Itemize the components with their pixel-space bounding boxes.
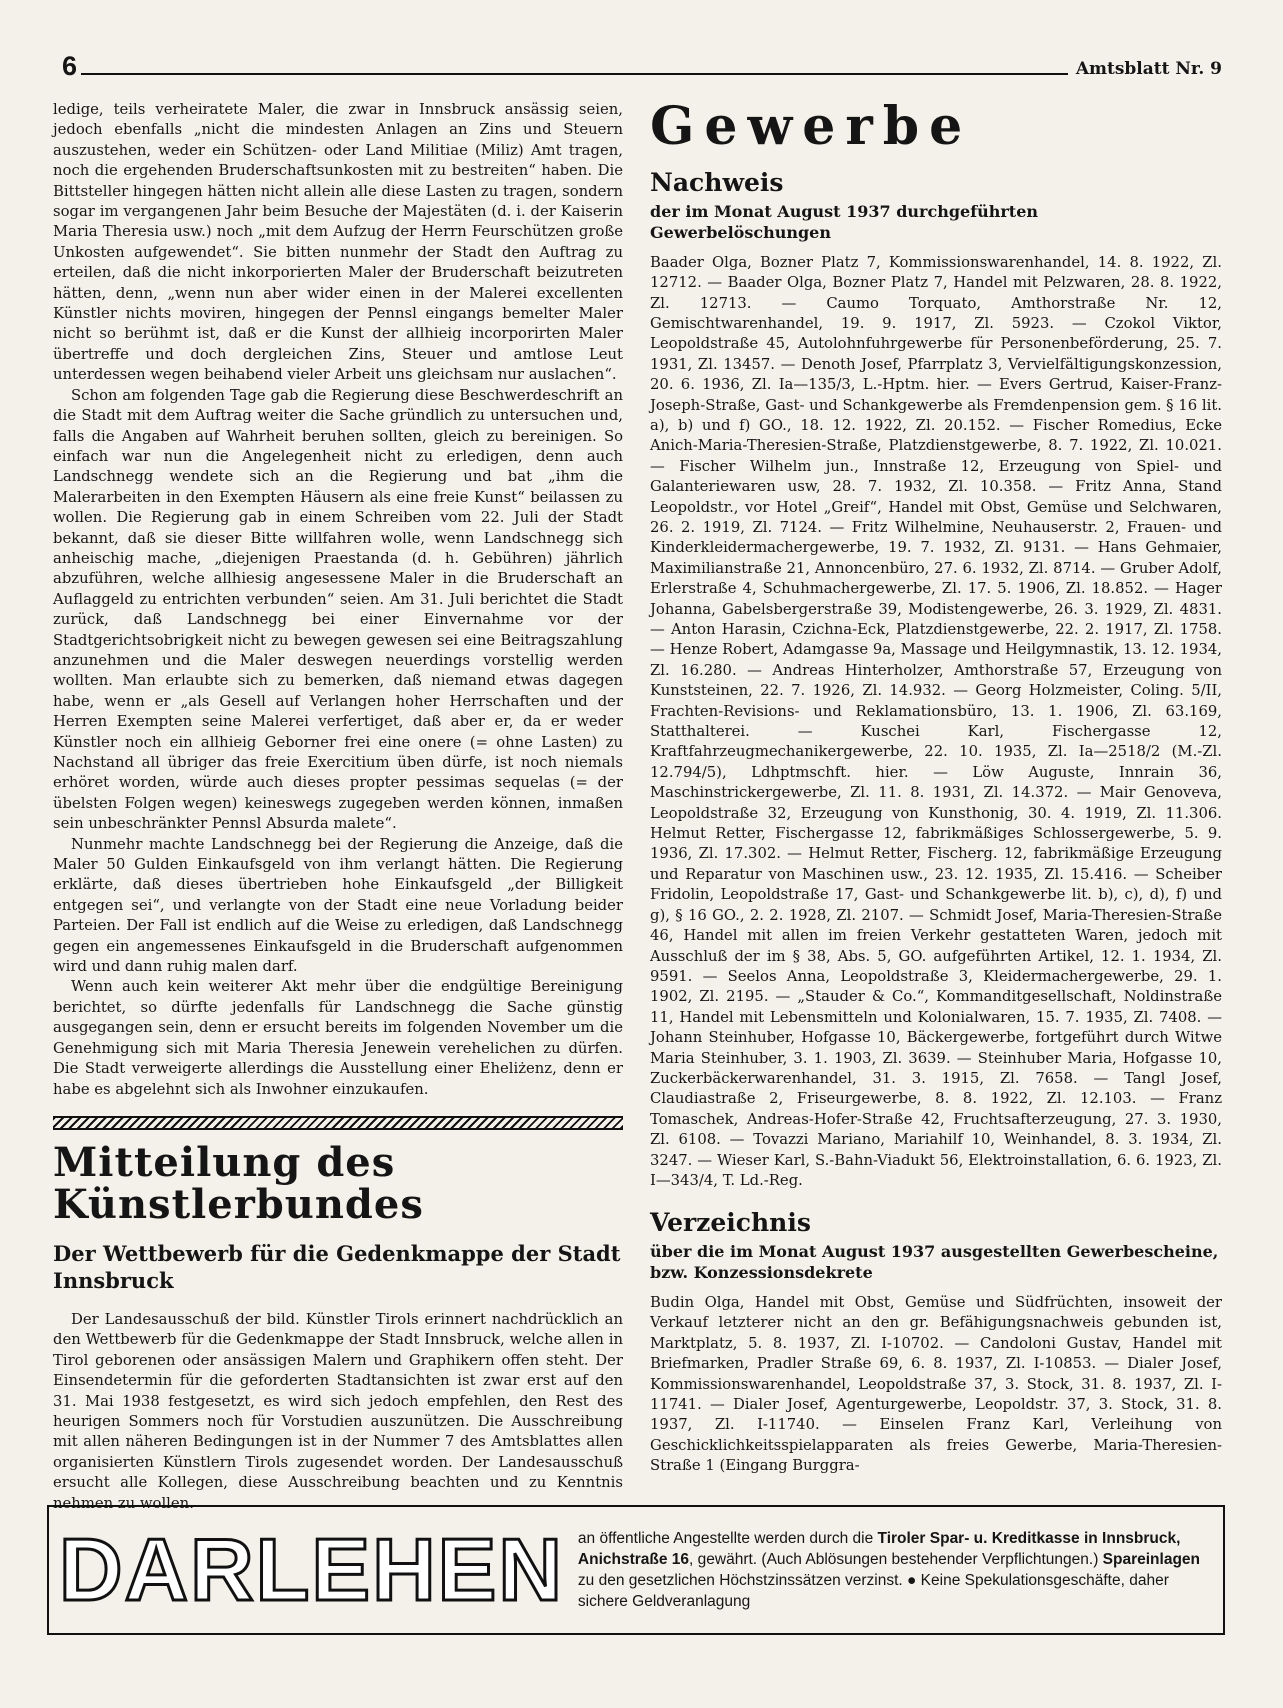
article-paragraph: ledige, teils verheiratete Maler, die zwar in Innsbruck ansässig seien, jedoch ebenfalls „nicht die mindesten Anlagen an Zins und Steuern auszustehen, weder ein Schützen- oder Land Militiae (Miliz) Amt tragen, noch die ergehenden Bruderschaftsunkosten mit zu bestreiten“ haben. Die Bittsteller hingegen hätten nicht allein alle diese Lasten zu tragen, sondern sogar im vergangenen Jahr beim Besuche der Majestäten (d. i. der Kaiserin Maria Theresia usw.) noch „mit dem Aufzug der Herrn Feurschützen große Unkosten aufgewendet“. Sie bitten nunmehr der Stadt den Auftrag zu erteilen, daß die nicht inkorporierten Maler der Bruderschaft beizutreten hätten, denn, „wenn nun aber wider einen in der Malerei excellenten Künstler nichts moviren, hingegen der Pennsl eingangs bemelter Maler nicht so berühmt ist, daß er die Kunst der allhieig incorporirten Maler übertreffe und doch dergleichen Zins, Steuer und amtlose Leut unterdessen wegen beihabend vieler Arbeit uns gleichsam nur auslachen“. (53, 101, 623, 384)
left-column (53, 100, 623, 1514)
article-paragraph: Schon am folgenden Tage gab die Regierung diese Beschwerdeschrift an die Stadt mit dem Auftrag weiter die Sache gründlich zu untersuchen und, falls die Angaben auf Wahrheit beruhen sollten, gleich zu bereinigen. So einfach war nun die Angelegenheit nicht zu erledigen, denn auch Landschnegg wendete sich an die Regierung und bat „ihm die Malerarbeiten in den Exempten Häusern als eine freie Kunst“ beilassen zu wollen. Die Regierung gab in einem Schreiben vom 22. Juli der Stadt bekannt, daß sie dieser Bitte willfahren wolle, wenn Landschnegg sich anheischig mache, „diejenigen Praestanda (d. h. Gebühren) jährlich abzuführen, welche allhiesig angesessene Maler in die Bruderschaft an Auflaggeld zu entrichten verbunden“ seien. Am 31. Juli berichtet die Stadt zurück, daß Landschnegg bei einer Einvernahme vor der Stadtgerichtsobrigkeit nicht zu bewegen gewesen sei eine Beitragszahlung anzunehmen und die Maler deswegen neuerdings vorstellig werden wollten. Man erlaubte sich zu bemerken, daß niemand etwas dagegen habe, wenn er „als Gesell auf Verlangen hoher Herrschaften und der Herren Exempten seine Malerei verfertiget, daß aber er, da er weder Künstler noch ein allhieig Geborner frei eine onere (= ohne Lasten) zu Nachstand all übriger das freie Exercitium üben dürfe, ist noch niemals erhöret worden, würde auch dieses propter pessimas sequelas (= der übelsten Folgen wegen) keineswegs zugegeben werden können, inmaßen sein unbeschränkter Pennsl Absurda malete“. (53, 386, 623, 833)
gewerbe-title: Gewerbe (650, 96, 973, 157)
page-number: 6 (62, 51, 78, 81)
ad-body (578, 1528, 1223, 1612)
verzeichnis-text: Budin Olga, Handel mit Obst, Gemüse und Südfrüchten, insoweit der Verkauf letzterer nicht an den gr. Befähigungsnachweis gebunden ist, Marktplatz, 5. 8. 1937, Zl. I-10702. — Candoloni Gustav, Handel mit Briefmarken, Pradler Straße 69, 6. 8. 1937, Zl. I-10853. — Dialer Josef, Kommissionswarenhandel, Leopoldstraße 37, 3. Stock, 31. 8. 1937, Zl. I-11741. — Dialer Josef, Agenturgewerbe, Leopoldstr. 37, 3. Stock, 31. 8. 1937, Zl. I-11740. — Einselen Franz Karl, Verleihung von Geschicklichkeitsspielapparaten als freies Gewerbe, Maria-Theresien-Straße 1 (Eingang Burggra- (650, 1293, 1222, 1475)
ad-text-c: zu den gesetzlichen Höchstzinssätzen verzinst. ● Keine Spekulationsgeschäfte, daher sichere Geldveranlagung (577, 1572, 1169, 1610)
page-header (62, 50, 1222, 80)
wettbewerb-text: Der Landesausschuß der bild. Künstler Tirols erinnert nachdrücklich an den Wettbewerb für die Gedenkmappe der Stadt Innsbruck, welche allen in Tirol geborenen oder ansässigen Malern und Graphikern offen steht. Der Einsendetermin für die geforderten Stadtansichten ist zwar erst auf den 31. Mai 1938 festgesetzt, es wird sich jedoch empfehlen, den Rest des heurigen Sommers noch für Vorstudien auszunützen. Die Ausschreibung mit allen näheren Bedingungen ist in der Nummer 7 des Amtsblattes allen organisierten Künstlern Tirols zugesendet worden. Der Landesausschuß ersucht alle Kollegen, diese Ausschreibung beachten und zu Kenntnis nehmen zu wollen. (53, 1310, 623, 1512)
header-rule (81, 73, 1068, 75)
verzeichnis-title: Verzeichnis (650, 1208, 811, 1238)
ad-text-a: an öffentliche Angestellte werden durch die (577, 1530, 878, 1547)
ad-text-b: , gewährt. (Auch Ablösungen bestehender Verpflichtungen.) (689, 1551, 1103, 1568)
section-divider (53, 1116, 623, 1130)
nachweis-subtitle: der im Monat August 1937 durchgeführten Gewerbelöschungen (650, 201, 1038, 242)
ad-savings: Spareinlagen (1102, 1551, 1201, 1568)
darlehen-advertisement (47, 1505, 1225, 1635)
article-paragraph: Nunmehr machte Landschnegg bei der Regierung die Anzeige, daß die Maler 50 Gulden Einkaufsgeld von ihm verlangt hätten. Die Regierung erklärte, daß dieses übertrieben hohe Einkaufsgeld „der Billigkeit entgegen sei“, und verlangte von der Stadt eine neue Vorladung beider Parteien. Der Fall ist endlich auf die Weise zu erledigen, daß Landschnegg gegen ein angemessenes Einkaufsgeld in die Bruderschaft aufgenommen wird und dann ruhig malen darf. (53, 835, 623, 976)
ad-bank-name: Tiroler Spar- u. Kreditkasse (877, 1530, 1080, 1547)
wettbewerb-title: Der Wettbewerb für die Gedenkmappe der Stadt Innsbruck (53, 1240, 621, 1293)
nachweis-text: Baader Olga, Bozner Platz 7, Kommissionswarenhandel, 14. 8. 1922, Zl. 12712. — Baader Olga, Bozner Platz 7, Handel mit Pelzwaren, 28. 8. 1922, Zl. 12713. — Caumo Torquato, Amthorstraße Nr. 12, Gemischtwarenhandel, 19. 9. 1917, Zl. 5923. — Czokol Viktor, Leopoldstraße 45, Autolohnfuhrgewerbe für Personenbeförderung, 25. 7. 1931, Zl. 13457. — Denoth Josef, Pfarrplatz 3, Vervielfältigungskonzession, 20. 6. 1936, Zl. Ia—135/3, L.-Hptm. hier. — Evers Gertrud, Kaiser-Franz-Joseph-Straße, Gast- und Schankgewerbe als Fremdenpension gem. § 16 lit. a), b) und f) GO., 18. 12. 1922, Zl. 20.152. — Fischer Romedius, Ecke Anich-Maria-Theresien-Straße, Platzdienstgewerbe, 8. 7. 1922, Zl. 10.021. — Fischer Wilhelm jun., Innstraße 12, Erzeugung von Spiel- und Galanteriewaren usw, 28. 7. 1932, Zl. 10.358. — Fritz Anna, Stand Leopoldstr., vor Hotel „Greif“, Handel mit Obst, Gemüse und Selchwaren, 26. 2. 1919, Zl. 7124. — Fritz Wilhelmine, Neuhauserstr. 2, Frauen- und Kinderkleidermachergewerbe, 19. 7. 1932, Zl. 9131. — Hans Gehmaier, Maximilianstraße 21, Annoncenbüro, 27. 6. 1932, Zl. 8714. — Gruber Adolf, Erlerstraße 4, Schuhmachergewerbe, Zl. 17. 5. 1906, Zl. 18.852. — Hager Johanna, Gabelsbergerstraße 39, Modistengewerbe, 26. 3. 1929, Zl. 4831. — Anton Harasin, Czichna-Eck, Platzdienstgewerbe, 22. 2. 1917, Zl. 1758. — Henze Robert, Adamgasse 9a, Massage und Heilgymnastik, 13. 12. 1934, Zl. 16.280. — Andreas Hinterholzer, Amthorstraße 57, Erzeugung von Kunststeinen, 22. 7. 1926, Zl. 14.932. — Georg Holzmeister, Coling. 5/II, Frachten-Revisions- und Reklamationsbüro, 13. 1. 1906, Zl. 63.169, Statthalterei. — Kuschei Karl, Fischergasse 12, Kraftfahrzeugmechanikergewerbe, 22. 10. 1935, Zl. Ia—2518/2 (M.-Zl. 12.794/5), Ldhptmschft. hier. — Löw Auguste, Innrain 36, Maschinstrickergewerbe, Zl. 11. 8. 1931, Zl. 14.372. — Mair Genoveva, Leopoldstraße 32, Erzeugung von Kunsthonig, 30. 4. 1919, Zl. 11.306. Helmut Retter, Fischergasse 12, fabrikmäßiges Schlossergewerbe, 5. 9. 1936, Zl. 17.302. — Helmut Retter, Fischerg. 12, fabrikmäßige Erzeugung und Reparatur von Maschinen usw., 23. 12. 1935, Zl. 15.416. — Scheiber Fridolin, Leopoldstraße 17, Gast- und Schankgewerbe lit. b), c), d), f) und g), § 16 GO., 2. 2. 1928, Zl. 2107. — Schmidt Josef, Maria-Theresien-Straße 46, Handel mit allen im freien Verkehr gestatteten Waren, jedoch mit Ausschluß der im § 38, Abs. 5, GO. aufgeführten Artikel, 12. 1. 1934, Zl. 9591. — Seelos Anna, Leopoldstraße 3, Kleidermachergewerbe, 29. 1. 1902, Zl. 2195. — „Stauder & Co.“, Kommanditgesellschaft, Noldinstraße 11, Handel mit Lebensmitteln und Kolonialwaren, 15. 7. 1935, Zl. 7408. — Johann Steinhuber, Hofgasse 10, Bäckergewerbe, fortgeführt durch Witwe Maria Steinhuber, 3. 1. 1903, Zl. 3639. — Steinhuber Maria, Hofgasse 10, Zuckerbäckerwarenhandel, 31. 3. 1915, Zl. 7658. — Tangl Josef, Claudiastraße 2, Friseurgewerbe, 8. 8. 1922, Zl. 12.103. — Franz Tomaschek, Andreas-Hofer-Straße 42, Fruchtsafterzeugung, 27. 3. 1930, Zl. 6108. — Tovazzi Mariano, Mariahilf 10, Weinhandel, 8. 3. 1934, Zl. 3247. — Wieser Karl, S.-Bahn-Viadukt 56, Elektroinstallation, 6. 6. 1923, Zl. I—343/4, T. Ld.-Reg. (650, 253, 1222, 1189)
kuenstlerbund-heading: Mitteilung des Künstlerbundes (53, 1138, 424, 1228)
issue-label: Amtsblatt Nr. 9 (1075, 59, 1222, 79)
nachweis-title: Nachweis (650, 168, 784, 198)
article-paragraph: Wenn auch kein weiterer Akt mehr über die endgültige Bereinigung berichtet, so dürfte jedenfalls für Landschnegg die Sache günstig ausgegangen sein, denn er ersucht bereits im folgenden November um die Genehmigung sich mit Maria Theresia Jenewein verehelichen zu dürfen. Die Stadt verweigerte allerdings die Ausstellung einer Eheliżenz, denn er habe es abgelehnt sich als Inwohner einzukaufen. (53, 978, 623, 1098)
right-column (650, 96, 1222, 1477)
verzeichnis-subtitle: über die im Monat August 1937 ausgestellten Gewerbescheine, bzw. Konzessionsdekrete (650, 1241, 1219, 1282)
ad-address: in Innsbruck, Anichstraße 16 (577, 1530, 1181, 1568)
ad-headline: DARLEHEN (59, 1520, 564, 1619)
